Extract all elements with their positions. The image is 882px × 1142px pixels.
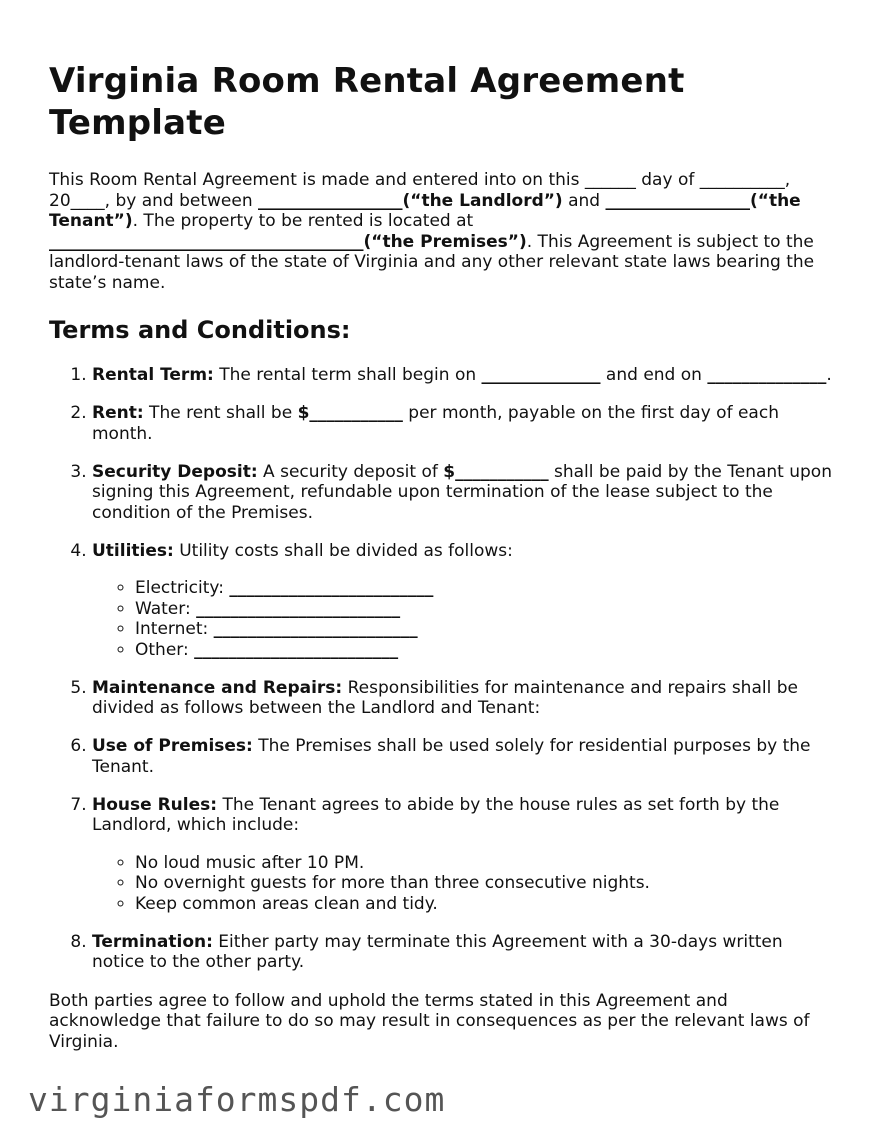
term-label: Maintenance and Repairs:: [92, 677, 343, 698]
term-text: per month, payable on the first day of each month.: [92, 403, 779, 444]
end-date-blank: ______________: [707, 365, 827, 385]
utilities-list: [92, 578, 839, 660]
utility-label: Other:: [135, 639, 195, 660]
document-title: Virginia Room Rental Agreement Template: [49, 61, 685, 143]
term-text: Utility costs shall be divided as follows:: [173, 540, 513, 561]
term-label: Utilities:: [92, 540, 174, 561]
term-label: Rent:: [92, 403, 144, 423]
term-label: House Rules:: [92, 794, 218, 815]
utility-water: [135, 599, 839, 620]
term-security-deposit: [92, 462, 839, 524]
tenant-label: (“the Tenant”): [49, 190, 801, 231]
term-text: .: [826, 365, 832, 385]
utility-electricity: [135, 578, 839, 599]
term-house-rules: [92, 795, 839, 915]
utility-blank: ________________________: [196, 598, 401, 619]
term-text: The Premises shall be used solely for residential purposes by the Tenant.: [92, 736, 811, 777]
house-rule-item: ◦ No overnight guests for more than three consecutive nights.: [135, 873, 839, 894]
premises-address-blank: _____________________________________: [49, 231, 364, 252]
utility-label: Water:: [135, 598, 197, 619]
tenant-name-blank: _________________: [605, 190, 750, 211]
closing-paragraph: Both parties agree to follow and uphold the terms stated in this Agreement and acknowledge that failure to do so may result in consequences as per the relevant laws of Virginia.: [49, 990, 810, 1052]
terms-list: [49, 365, 839, 973]
term-rent: [92, 403, 839, 444]
term-text: and end on: [600, 365, 708, 385]
term-label: Use of Premises:: [92, 736, 253, 756]
intro-text-3: . The property to be rented is located at: [132, 211, 474, 231]
utility-blank: ________________________: [213, 619, 418, 639]
term-termination: [92, 932, 839, 973]
deposit-amount-blank: $___________: [443, 461, 549, 482]
utility-blank: ________________________: [194, 639, 399, 660]
term-maintenance: [92, 678, 839, 719]
term-text: The rental term shall begin on: [213, 365, 482, 385]
utility-other: [135, 640, 839, 661]
term-label: Rental Term:: [92, 365, 214, 385]
term-text: shall be paid by the Tenant upon signing this Agreement, refundable upon termination of the lease subject to the condition of the Premises.: [92, 461, 832, 523]
intro-text-4: . This Agreement is subject to the landlord-tenant laws of the state of Virginia and any other relevant state laws bearing the state’s name.: [49, 231, 815, 293]
term-rental-term: [92, 365, 839, 386]
watermark: virginiaformspdf.com: [28, 1080, 446, 1119]
intro-text-2: and: [562, 190, 606, 211]
intro-text-1: This Room Rental Agreement is made and entered into on this ______ day of __________, 20____, by and between: [49, 170, 791, 211]
start-date-blank: ______________: [481, 365, 601, 385]
document-page: [49, 60, 839, 1052]
term-text: The Tenant agrees to abide by the house rules as set forth by the Landlord, which include:: [92, 794, 780, 835]
intro-paragraph: [49, 170, 839, 293]
term-text: The rent shall be: [143, 403, 298, 423]
house-rules-list: [92, 853, 839, 915]
term-label: Security Deposit:: [92, 461, 258, 482]
term-label: Termination:: [92, 931, 213, 952]
term-text: Responsibilities for maintenance and repairs shall be divided as follows between the Landlord and Tenant:: [92, 677, 798, 718]
term-use-of-premises: [92, 736, 839, 777]
landlord-label: (“the Landlord”): [402, 190, 563, 211]
utility-blank: ________________________: [229, 578, 434, 598]
house-rule-item: ◦ Keep common areas clean and tidy.: [135, 894, 839, 915]
term-text: Either party may terminate this Agreement with a 30-days written notice to the other party.: [92, 931, 783, 972]
landlord-name-blank: _________________: [258, 190, 403, 211]
term-utilities: [92, 541, 839, 661]
rent-amount-blank: $___________: [297, 403, 403, 423]
utility-label: Internet:: [135, 619, 214, 639]
utility-internet: [135, 619, 839, 640]
term-text: A security deposit of: [257, 461, 444, 482]
house-rule-item: ◦ No loud music after 10 PM.: [135, 853, 839, 874]
utility-label: Electricity:: [135, 578, 230, 598]
premises-label: (“the Premises”): [363, 231, 527, 252]
terms-heading: Terms and Conditions:: [49, 316, 351, 344]
